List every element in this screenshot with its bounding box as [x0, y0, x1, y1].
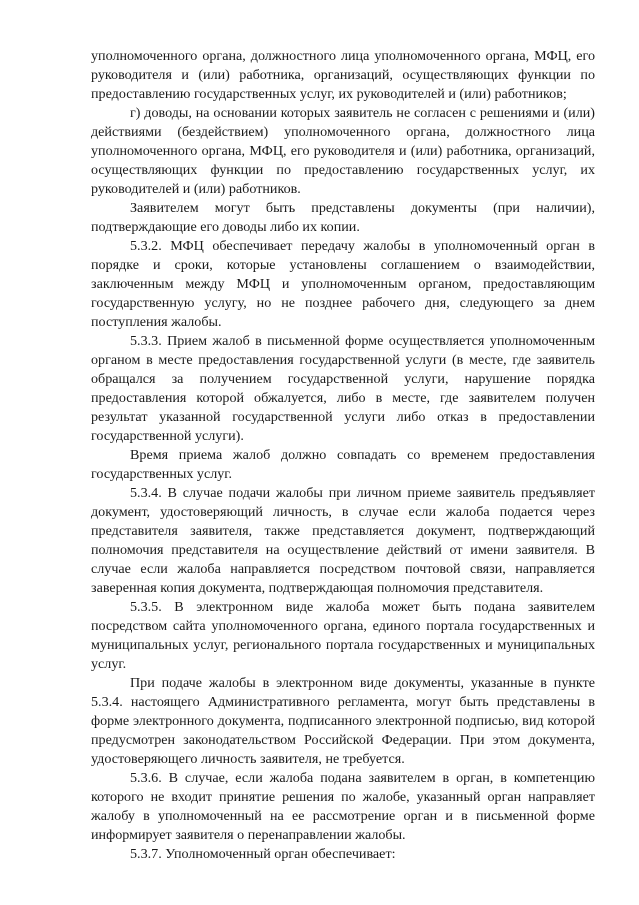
- paragraph-5-3-7: 5.3.7. Уполномоченный орган обеспечивает:: [130, 846, 396, 862]
- paragraph-supporting-documents: Заявителем могут быть представлены документы (при наличии), подтверждающие его доводы либо их копии.: [91, 200, 595, 235]
- paragraph-5-3-6: 5.3.6. В случае, если жалоба подана заявителем в орган, в компетенцию которого не входит принятие решения по жалобе, указанный орган направляет жалобу в уполномоченный на ее рассмотрение орган и в письменной форме информирует заявителя о перенаправлении жалобы.: [91, 770, 595, 843]
- paragraph-5-3-3: 5.3.3. Прием жалоб в письменной форме осуществляется уполномоченным органом в месте предоставления государственной услуги (в месте, где заявитель обращался за получением государственной услуги, нарушение порядка предоставления которой обжалуется, либо в месте, где заявителем получен результат указанной государственной услуги либо отказ в предоставлении государственной услуги).: [91, 333, 595, 444]
- paragraph-5-3-2: 5.3.2. МФЦ обеспечивает передачу жалобы в уполномоченный орган в порядке и сроки, которые установлены соглашением о взаимодействии, заключенным между МФЦ и уполномоченным органом, предоставляющим государственную услугу, но не позднее рабочего дня, следующего за днем поступления жалобы.: [91, 238, 595, 330]
- paragraph-5-3-4: 5.3.4. В случае подачи жалобы при личном приеме заявитель предъявляет документ, удостоверяющий личность, в случае если жалоба подается через представителя заявителя, также представляется документ, подтверждающий полномочия представителя на осуществление действий от имени заявителя. В случае если жалоба направляется посредством почтовой связи, направляется заверенная копия документа, подтверждающая полномочия представителя.: [91, 485, 595, 596]
- paragraph-electronic-submission: При подаче жалобы в электронном виде документы, указанные в пункте 5.3.4. настоящего Административного регламента, могут быть представлены в форме электронного документа, подписанного электронной подписью, вид которой предусмотрен законодательством Российской Федерации. При этом документа, удостоверяющего личность заявителя, не требуется.: [91, 675, 595, 767]
- paragraph-reception-time: Время приема жалоб должно совпадать со временем предоставления государственных услуг.: [91, 447, 595, 482]
- paragraph-item-g: г) доводы, на основании которых заявитель не согласен с решениями и (или) действиями (бездействием) уполномоченного органа, должностного лица уполномоченного органа, МФЦ, его руководителя и (или) работника, организаций, осуществляющих функции по предоставлению государственных услуг, их руководителей и (или) работников.: [91, 105, 595, 197]
- paragraph-continuation: уполномоченного органа, должностного лица уполномоченного органа, МФЦ, его руководителя и (или) работника, организаций, осуществляющих функции по предоставлению государственных услуг, их руководителей и (или) работников;: [91, 48, 595, 102]
- paragraph-5-3-5: 5.3.5. В электронном виде жалоба может быть подана заявителем посредством сайта уполномоченного органа, единого портала государственных и муниципальных услуг, регионального портала государственных и муниципальных услуг.: [91, 599, 595, 672]
